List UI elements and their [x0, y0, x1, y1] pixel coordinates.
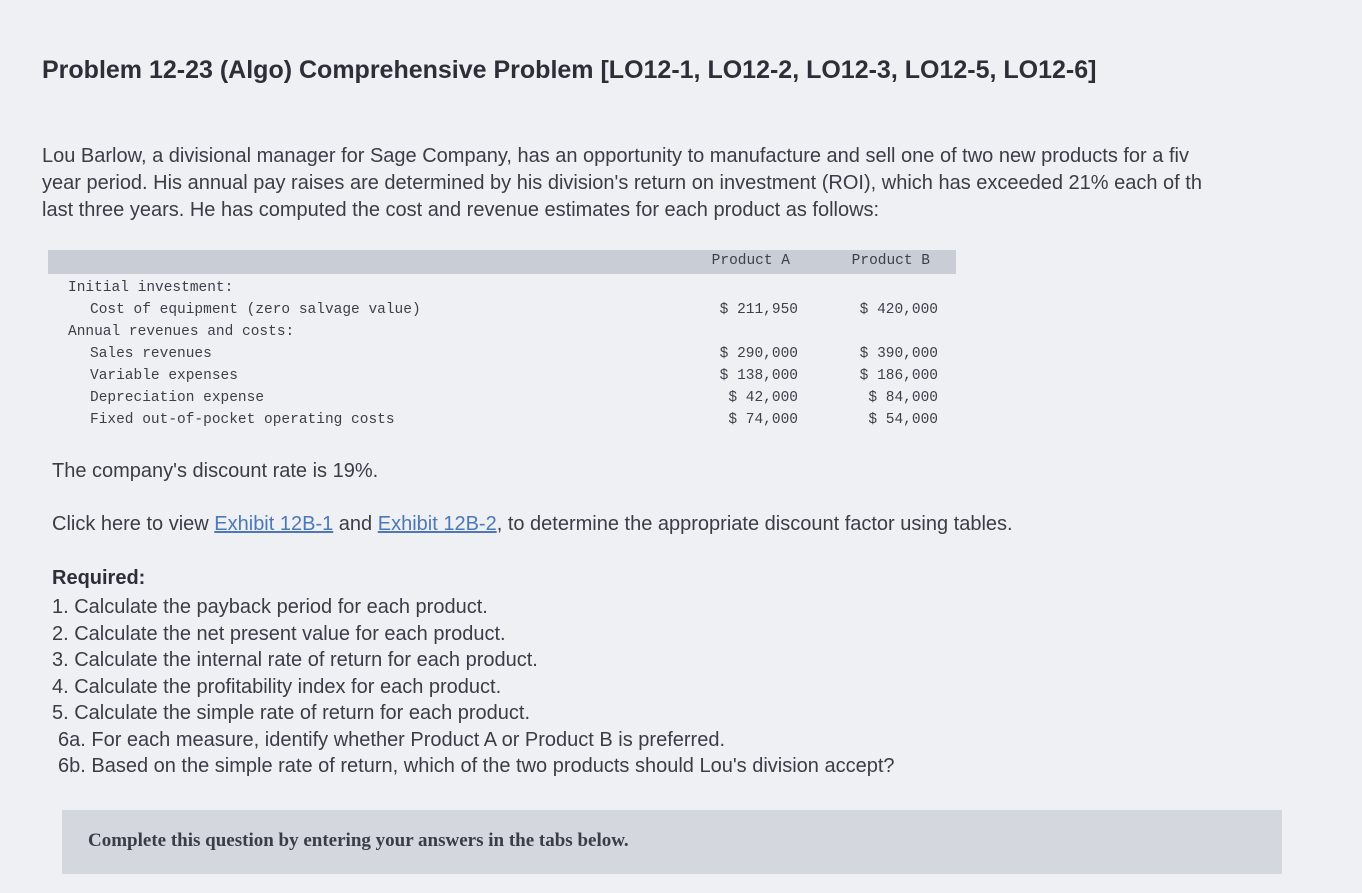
- click-suffix: , to determine the appropriate discount factor using tables.: [496, 513, 1013, 535]
- list-item: 3. Calculate the internal rate of return for each product.: [52, 649, 538, 671]
- cost-revenue-table: [48, 250, 956, 450]
- table-row: [48, 324, 956, 346]
- row-label: Initial investment:: [68, 280, 234, 296]
- discount-rate-text: The company's discount rate is 19%.: [52, 460, 379, 482]
- row-label: Cost of equipment (zero salvage value): [90, 302, 421, 318]
- intro-line: last three years. He has computed the cost and revenue estimates for each product as follows:: [42, 199, 880, 221]
- row-label: Fixed out-of-pocket operating costs: [90, 412, 395, 428]
- list-item: 1. Calculate the payback period for each product.: [52, 596, 488, 618]
- row-label: Annual revenues and costs:: [68, 324, 295, 340]
- header-product-a: Product A: [711, 253, 790, 269]
- table-row: [48, 368, 956, 390]
- instruction-panel: [62, 810, 1282, 874]
- product-a-value: $ 290,000: [719, 346, 798, 362]
- table-row: [48, 412, 956, 434]
- table-row: [48, 302, 956, 324]
- header-product-b: Product B: [851, 253, 930, 269]
- exhibit-12b-2-link[interactable]: Exhibit 12B-2: [377, 513, 497, 535]
- product-a-value: $ 42,000: [728, 390, 798, 406]
- problem-title: Problem 12-23 (Algo) Comprehensive Problem [LO12-1, LO12-2, LO12-3, LO12-5, LO12-6]: [42, 56, 1097, 84]
- table-header: [48, 250, 956, 274]
- problem-intro: [42, 143, 1362, 224]
- list-item: 2. Calculate the net present value for each product.: [52, 622, 506, 645]
- list-item: 5. Calculate the simple rate of return for each product.: [52, 702, 531, 724]
- list-item: 6b. Based on the simple rate of return, which of the two products should Lou's division accept?: [58, 755, 895, 777]
- list-item: 6a. For each measure, identify whether Product A or Product B is preferred.: [58, 728, 726, 751]
- instruction-text: Complete this question by entering your answers in the tabs below.: [88, 830, 629, 851]
- exhibit-12b-1-link[interactable]: Exhibit 12B-1: [214, 513, 334, 535]
- intro-line: year period. His annual pay raises are determined by his division's return on investment (ROI), which has exceeded 21% each of th: [42, 172, 1202, 194]
- intro-line: Lou Barlow, a divisional manager for Sage Company, has an opportunity to manufacture and sell one of two new products for a fiv: [42, 145, 1189, 167]
- table-row: [48, 346, 956, 368]
- product-a-value: $ 138,000: [719, 368, 798, 384]
- row-label: Depreciation expense: [90, 390, 265, 406]
- product-a-value: $ 74,000: [728, 412, 798, 428]
- click-prefix: Click here to view: [52, 513, 215, 535]
- row-label: Variable expenses: [90, 368, 238, 384]
- product-b-value: $ 54,000: [868, 412, 938, 428]
- required-heading: Required:: [52, 567, 146, 589]
- click-middle: and: [333, 513, 378, 535]
- product-a-value: $ 211,950: [719, 302, 798, 318]
- product-b-value: $ 186,000: [859, 368, 938, 384]
- product-b-value: $ 390,000: [859, 346, 938, 362]
- list-item: 4. Calculate the profitability index for each product.: [52, 675, 502, 698]
- row-label: Sales revenues: [90, 346, 212, 362]
- exhibit-instructions: [52, 513, 1013, 536]
- table-row: [48, 390, 956, 412]
- product-b-value: $ 84,000: [868, 390, 938, 406]
- product-b-value: $ 420,000: [859, 302, 938, 318]
- required-list: [52, 594, 895, 780]
- table-row: [48, 280, 956, 302]
